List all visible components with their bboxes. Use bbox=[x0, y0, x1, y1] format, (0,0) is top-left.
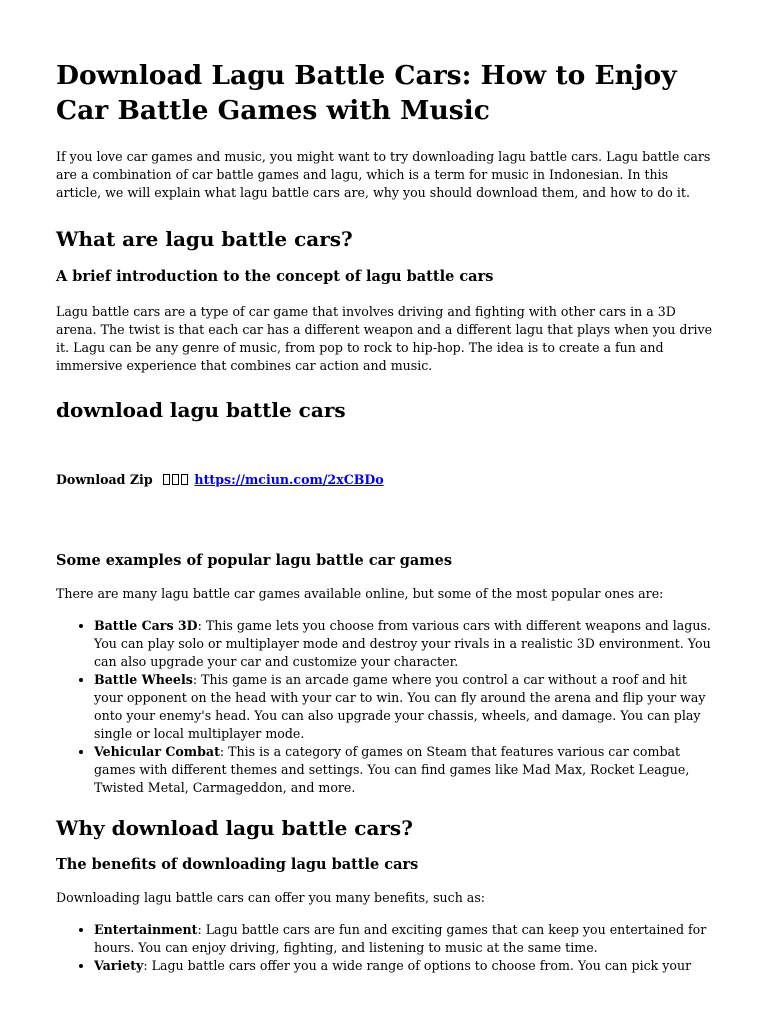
page-title: Download Lagu Battle Cars: How to Enjoy Car Battle Games with Music bbox=[56, 60, 677, 126]
concept-paragraph: Lagu battle cars are a type of car game that involves driving and fighting with other cars in a 3D arena. The twist is that each car has a different weapon and a different lagu that plays when you drive it. Lagu can be any genre of music, from pop to rock to hip-hop. The idea is to create a fun and immersive experience that combines car action and music. bbox=[56, 304, 713, 373]
subheading-benefits: The benefits of downloading lagu battle cars bbox=[56, 856, 419, 873]
intro-paragraph: If you love car games and music, you might want to try downloading lagu battle cars. Lagu battle cars are a combination of car battle games and lagu, which is a term for music in Indonesian. In this article, we will explain what lagu battle cars are, why you should download them, and how to do it. bbox=[56, 149, 711, 200]
download-label: Download Zip bbox=[56, 472, 153, 487]
subheading-brief-introduction: A brief introduction to the concept of lagu battle cars bbox=[56, 268, 494, 285]
list-item-text: : This game lets you choose from various cars with different weapons and lagus. You can play solo or multiplayer mode and destroy your rivals in a realistic 3D environment. You can also upgrade your car and customize your character. bbox=[94, 618, 711, 669]
list-item bbox=[94, 743, 714, 797]
list-item-text: : This is a category of games on Steam that features various car combat games with different themes and settings. You can find games like Mad Max, Rocket League, Twisted Metal, Carmageddon, and more. bbox=[94, 744, 690, 795]
list-item-text: : This game is an arcade game where you control a car without a roof and hit your opponent on the head with your car to win. You can fly around the arena and flip your way onto your enemy's head. You can also upgrade your chassis, wheels, and damage. You can play single or local multiplayer mode. bbox=[94, 672, 706, 741]
list-item bbox=[94, 617, 714, 671]
download-arrow-icon bbox=[163, 472, 190, 487]
list-item bbox=[94, 671, 714, 743]
examples-intro-paragraph: There are many lagu battle car games available online, but some of the most popular ones are: bbox=[56, 586, 664, 601]
list-item-text: : Lagu battle cars offer you a wide range of options to choose from. You can pick your bbox=[143, 958, 692, 973]
list-item-name: Entertainment bbox=[94, 922, 198, 937]
list-item-name: Battle Cars 3D bbox=[94, 618, 198, 633]
list-item-text: : Lagu battle cars are fun and exciting games that can keep you entertained for hours. You can enjoy driving, fighting, and listening to music at the same time. bbox=[94, 922, 707, 955]
benefits-list bbox=[56, 921, 714, 975]
section-heading-why-download: Why download lagu battle cars? bbox=[56, 816, 413, 840]
download-row bbox=[56, 471, 714, 489]
list-item bbox=[94, 921, 714, 957]
download-link[interactable]: https://mciun.com/2xCBDo bbox=[194, 472, 384, 487]
list-item-name: Variety bbox=[94, 958, 144, 973]
examples-list bbox=[56, 617, 714, 797]
section-heading-what-are: What are lagu battle cars? bbox=[56, 227, 353, 251]
section-heading-download: download lagu battle cars bbox=[56, 398, 346, 422]
list-item bbox=[94, 957, 714, 975]
subheading-examples: Some examples of popular lagu battle car games bbox=[56, 552, 453, 569]
list-item-name: Battle Wheels bbox=[94, 672, 193, 687]
benefits-intro-paragraph: Downloading lagu battle cars can offer you many benefits, such as: bbox=[56, 890, 486, 905]
list-item-name: Vehicular Combat bbox=[94, 744, 220, 759]
